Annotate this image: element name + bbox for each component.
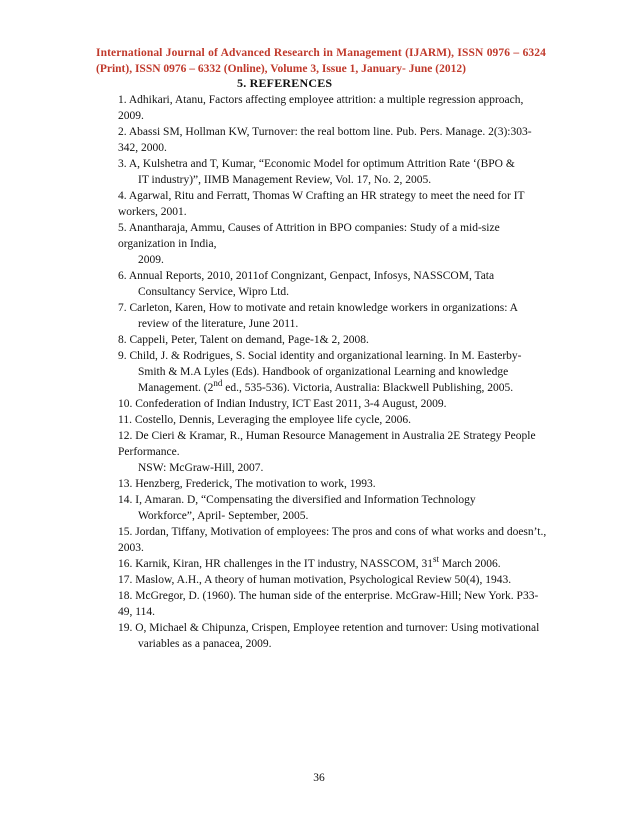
reference-line: 3. A, Kulshetra and T, Kumar, “Economic Model for optimum Attrition Rate ‘(BPO &: [118, 158, 515, 170]
reference-text: ed., 535-536). Victoria, Australia: Blackwell Publishing, 2005.: [222, 382, 514, 394]
reference-line: workers, 2001.: [118, 206, 187, 218]
reference-line: 2009.: [138, 254, 164, 266]
reference-line: 6. Annual Reports, 2010, 2011of Congnizant, Genpact, Infosys, NASSCOM, Tata: [118, 270, 495, 282]
reference-item: [118, 300, 560, 332]
reference-line: Consultancy Service, Wipro Ltd.: [138, 286, 290, 298]
reference-item: [118, 556, 560, 572]
reference-line: 15. Jordan, Tiffany, Motivation of employees: The pros and cons of what works and doesn’t.,: [118, 526, 547, 538]
reference-line: organization in India,: [118, 238, 217, 250]
reference-line: 2. Abassi SM, Hollman KW, Turnover: the real bottom line. Pub. Pers. Manage. 2(3):303-: [118, 126, 532, 138]
references-list: [118, 92, 560, 652]
reference-line: 9. Child, J. & Rodrigues, S. Social identity and organizational learning. In M. Easterby-: [118, 350, 522, 362]
reference-text: 16. Karnik, Kiran, HR challenges in the IT industry, NASSCOM, 31: [118, 558, 433, 570]
journal-header-line-1: International Journal of Advanced Research in Management (IJARM), ISSN 0976 – 6324: [96, 47, 546, 59]
journal-header-line-2: (Print), ISSN 0976 – 6332 (Online), Volume 3, Issue 1, January- June (2012): [96, 63, 466, 75]
reference-line: 2009.: [118, 110, 144, 122]
reference-line: 4. Agarwal, Ritu and Ferratt, Thomas W Crafting an HR strategy to meet the need for IT: [118, 190, 525, 202]
superscript: nd: [213, 378, 223, 389]
reference-line: IT industry)”, IIMB Management Review, Vol. 17, No. 2, 2005.: [138, 174, 432, 186]
reference-text: March 2006.: [438, 558, 501, 570]
reference-line: review of the literature, June 2011.: [138, 318, 299, 330]
reference-line: [118, 380, 560, 396]
reference-item: [118, 348, 560, 396]
section-title: 5. REFERENCES: [237, 76, 333, 90]
reference-line: 11. Costello, Dennis, Leveraging the employee life cycle, 2006.: [118, 414, 412, 426]
reference-item: [118, 412, 560, 428]
reference-item: [118, 492, 560, 524]
reference-line: 5. Anantharaja, Ammu, Causes of Attrition in BPO companies: Study of a mid-size: [118, 222, 500, 234]
reference-item: [118, 620, 560, 652]
reference-line: 10. Confederation of Indian Industry, ICT East 2011, 3-4 August, 2009.: [118, 398, 447, 410]
reference-line: 18. McGregor, D. (1960). The human side of the enterprise. McGraw-Hill; New York. P33-: [118, 590, 539, 602]
reference-item: [118, 92, 560, 124]
reference-item: [118, 396, 560, 412]
reference-item: [118, 124, 560, 156]
reference-item: [118, 428, 560, 476]
reference-line: 49, 114.: [118, 606, 155, 618]
reference-item: [118, 220, 560, 268]
reference-line: 19. O, Michael & Chipunza, Crispen, Employee retention and turnover: Using motivational: [118, 622, 540, 634]
reference-text: Management. (2: [138, 382, 214, 394]
reference-line: variables as a panacea, 2009.: [138, 638, 272, 650]
reference-item: [118, 524, 560, 556]
reference-item: [118, 268, 560, 300]
reference-line: 2003.: [118, 542, 144, 554]
reference-item: [118, 188, 560, 220]
reference-item: [118, 332, 560, 348]
reference-line: 13. Henzberg, Frederick, The motivation to work, 1993.: [118, 478, 376, 490]
reference-line: NSW: McGraw-Hill, 2007.: [138, 462, 264, 474]
reference-line: 8. Cappeli, Peter, Talent on demand, Page-1& 2, 2008.: [118, 334, 369, 346]
reference-item: [118, 588, 560, 620]
reference-item: [118, 476, 560, 492]
reference-line: Workforce”, April- September, 2005.: [138, 510, 309, 522]
reference-line: [118, 556, 560, 572]
reference-line: 14. I, Amaran. D, “Compensating the diversified and Information Technology: [118, 494, 476, 506]
reference-line: 12. De Cieri & Kramar, R., Human Resource Management in Australia 2E Strategy People: [118, 430, 536, 442]
journal-header: [96, 45, 546, 77]
reference-item: [118, 572, 560, 588]
reference-line: 17. Maslow, A.H., A theory of human motivation, Psychological Review 50(4), 1943.: [118, 574, 512, 586]
reference-item: [118, 156, 560, 188]
superscript: st: [432, 554, 439, 565]
reference-line: Performance.: [118, 446, 180, 458]
reference-line: 1. Adhikari, Atanu, Factors affecting employee attrition: a multiple regression approach,: [118, 94, 524, 106]
page-number: 36: [313, 772, 325, 784]
reference-line: 7. Carleton, Karen, How to motivate and retain knowledge workers in organizations: A: [118, 302, 518, 314]
reference-line: 342, 2000.: [118, 142, 167, 154]
reference-line: Smith & M.A Lyles (Eds). Handbook of organizational Learning and knowledge: [138, 366, 509, 378]
